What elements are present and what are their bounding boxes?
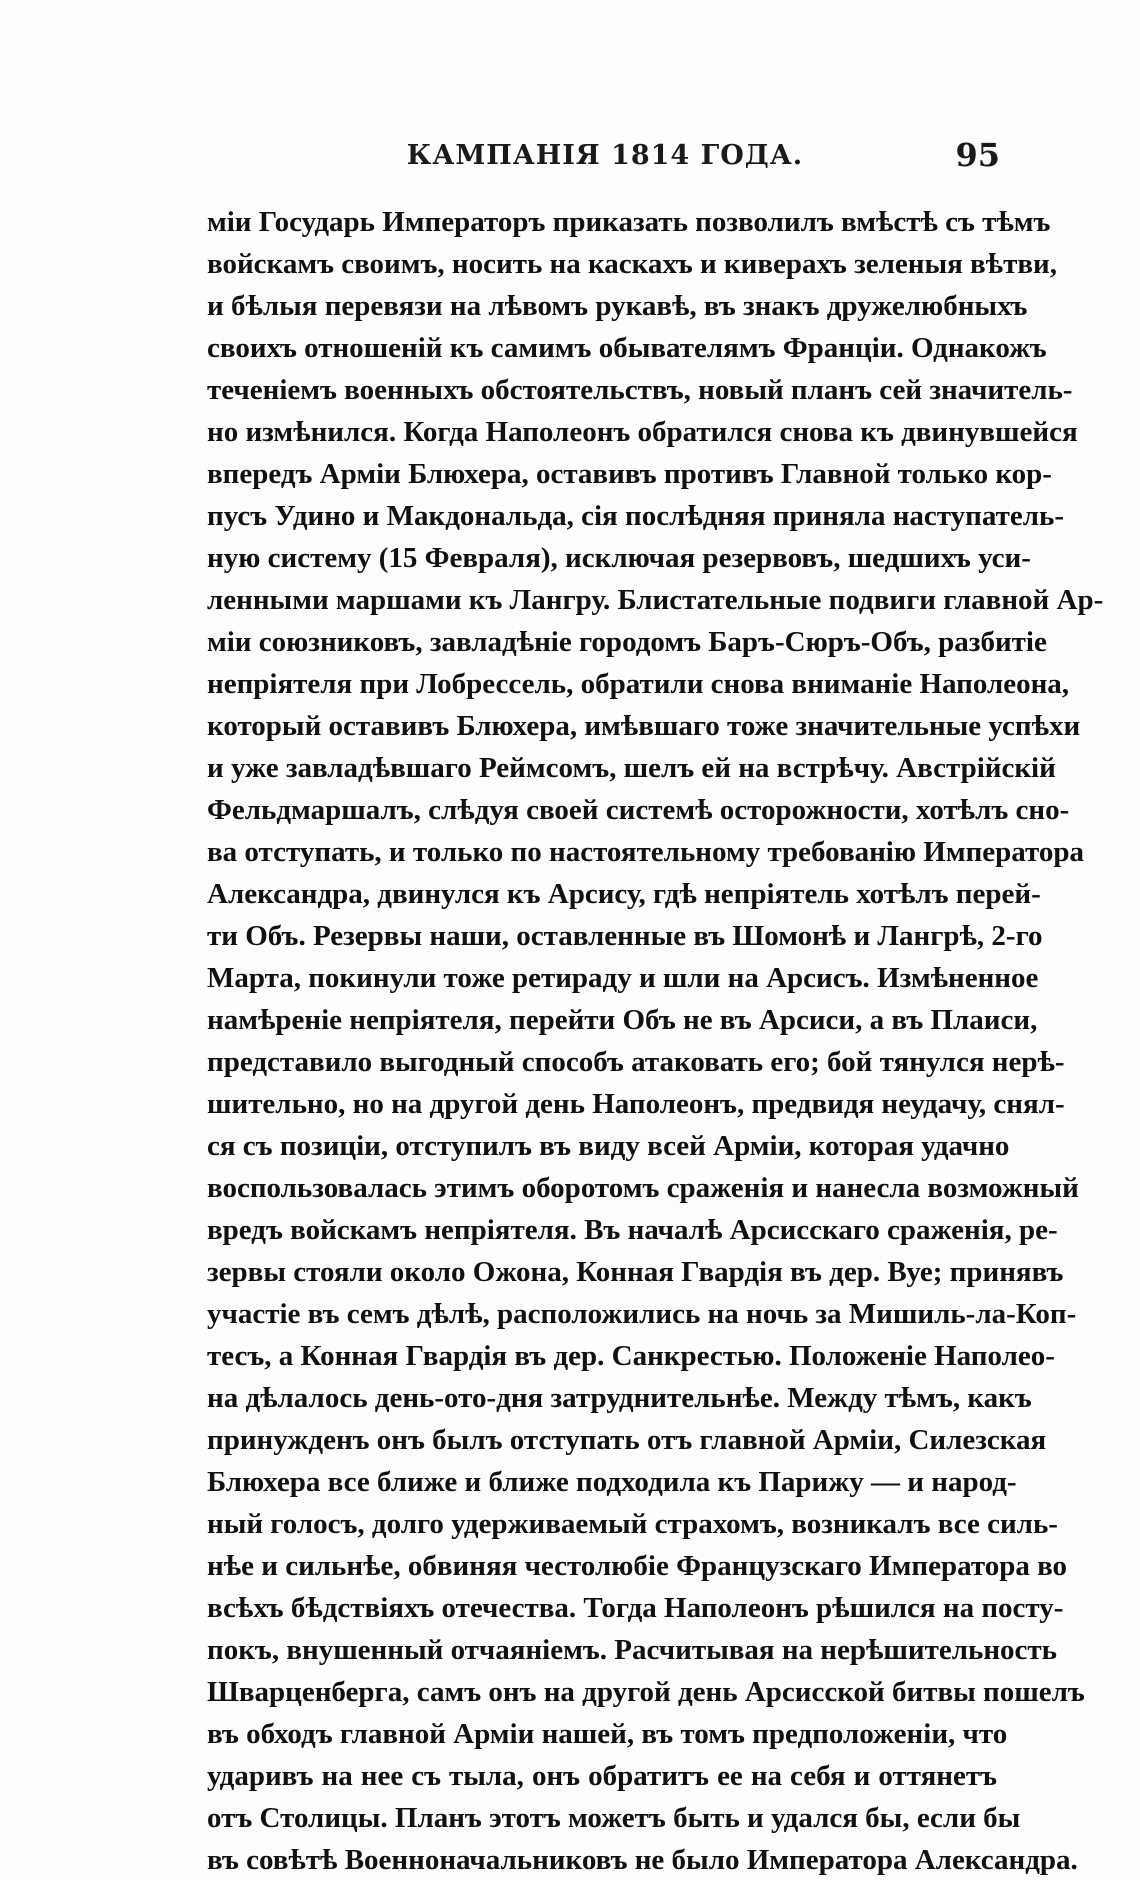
text-line: теченіемъ военныхъ обстоятельствъ, новый планъ сей значитель- (207, 374, 1073, 406)
text-line: тесъ, а Конная Гвардія въ дер. Санкрестью. Положеніе Наполео- (207, 1340, 1055, 1372)
running-head (210, 136, 1000, 180)
text-line: участіе въ семъ дѣлѣ, расположились на ночь за Мишиль-ла-Коп- (207, 1298, 1077, 1330)
text-line: Фельдмаршалъ, слѣдуя своей системѣ осторожности, хотѣлъ сно- (207, 794, 1070, 826)
text-line: вредъ войскамъ непріятеля. Въ началѣ Арсисскаго сраженія, ре- (207, 1214, 1058, 1246)
text-line: ный голосъ, долго удерживаемый страхомъ, возникалъ все силь- (207, 1508, 1058, 1540)
text-line: покъ, внушенный отчаяніемъ. Расчитывая на нерѣшительность (207, 1634, 1057, 1666)
text-line: но измѣнился. Когда Наполеонъ обратился снова къ двинувшейся (207, 416, 1078, 448)
text-line: воспользовалась этимъ оборотомъ сраженія и нанесла возможный (207, 1172, 1079, 1204)
text-line: войскамъ своимъ, носить на каскахъ и киверахъ зеленыя вѣтви, (207, 248, 1057, 280)
text-line: нѣе и сильнѣе, обвиняя честолюбіе Французскаго Императора во (207, 1550, 1068, 1582)
text-line: ся съ позиціи, отступилъ въ виду всей Арміи, которая удачно (207, 1130, 1010, 1162)
text-line: представило выгодный способъ атаковать его; бой тянулся нерѣ- (207, 1046, 1065, 1078)
text-line: ва отступать, и только по настоятельному требованію Императора (207, 836, 1085, 868)
running-title: КАМПАНІЯ 1814 ГОДА. (406, 140, 804, 171)
text-line: своихъ отношеній къ самимъ обывателямъ Франціи. Однакожъ (207, 332, 1047, 364)
text-line: міи Государь Императоръ приказать позволилъ вмѣстѣ съ тѣмъ (207, 206, 1051, 238)
text-line: шительно, но на другой день Наполеонъ, предвидя неудачу, снял- (207, 1088, 1065, 1120)
text-line: впередъ Арміи Блюхера, оставивъ противъ Главной только кор- (207, 458, 1052, 490)
text-line: Блюхера все ближе и ближе подходила къ Парижу — и народ- (207, 1466, 1017, 1498)
text-line: Шварценберга, самъ онъ на другой день Арсисской битвы пошелъ (207, 1676, 1085, 1708)
text-line: Марта, покинули тоже ретираду и шли на Арсисъ. Измѣненное (207, 962, 1039, 994)
text-line: намѣреніе непріятеля, перейти Объ не въ Арсиси, а въ Плаиси, (207, 1004, 1038, 1036)
text-line: и бѣлыя перевязи на лѣвомъ рукавѣ, въ знакъ дружелюбныхъ (207, 290, 1028, 322)
body-text (207, 201, 1104, 1881)
text-line: ти Объ. Резервы наши, оставленные въ Шомонѣ и Лангрѣ, 2-го (207, 920, 1043, 952)
text-line: въ обходъ главной Арміи нашей, въ томъ предположеніи, что (207, 1718, 1008, 1750)
text-line: пусъ Удино и Макдональда, сія послѣдняя приняла наступатель- (207, 500, 1065, 532)
text-line: въ совѣтѣ Военноначальниковъ не было Императора Александра. (207, 1844, 1078, 1876)
text-line: Александра, двинулся къ Арсису, гдѣ непріятель хотѣлъ перей- (207, 878, 1041, 910)
text-line: непріятеля при Лобрессель, обратили снова вниманіе Наполеона, (207, 668, 1070, 700)
text-line: зервы стояли около Ожона, Конная Гвардія въ дер. Вуе; принявъ (207, 1256, 1064, 1288)
text-line: ную систему (15 Февраля), исключая резервовъ, шедшихъ уси- (207, 542, 1031, 574)
text-line: міи союзниковъ, завладѣніе городомъ Баръ-Сюръ-Объ, разбитіе (207, 626, 1047, 658)
text-line: который оставивъ Блюхера, имѣвшаго тоже значительные успѣхи (207, 710, 1081, 742)
text-line: ленными маршами къ Лангру. Блистательные подвиги главной Ар- (207, 584, 1104, 616)
text-line: отъ Столицы. Планъ этотъ можетъ быть и удался бы, если бы (207, 1802, 1021, 1834)
page-number: 95 (955, 136, 1000, 174)
text-line: всѣхъ бѣдствіяхъ отечества. Тогда Наполеонъ рѣшился на посту- (207, 1592, 1064, 1624)
text-line: на дѣлалось день-ото-дня затруднительнѣе. Между тѣмъ, какъ (207, 1382, 1032, 1414)
text-line: принужденъ онъ былъ отступать отъ главной Арміи, Силезская (207, 1424, 1047, 1456)
text-line: и уже завладѣвшаго Реймсомъ, шелъ ей на встрѣчу. Австрійскій (207, 752, 1056, 784)
text-line: ударивъ на нее съ тыла, онъ обратитъ ее на себя и оттянетъ (207, 1760, 997, 1792)
